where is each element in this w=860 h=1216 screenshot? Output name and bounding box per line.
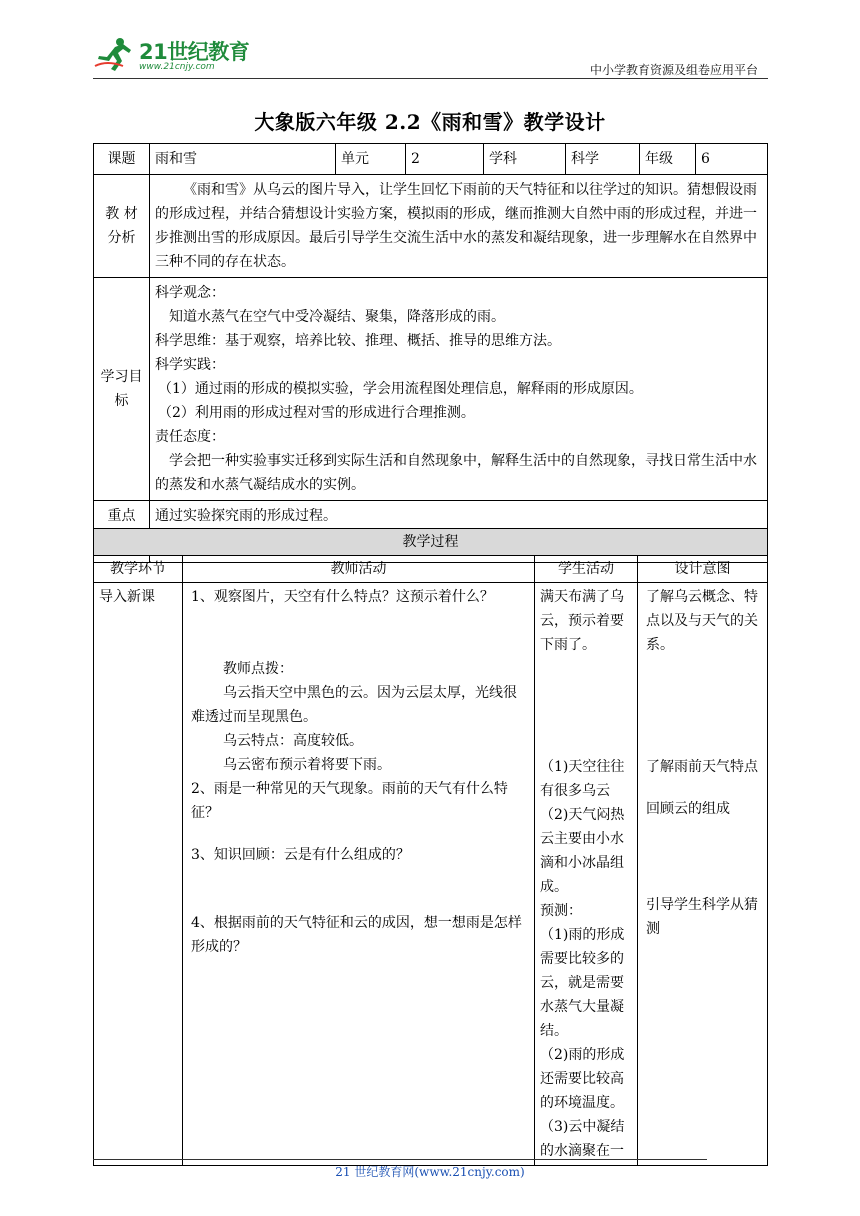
page-header bbox=[93, 34, 768, 80]
running-figure-logo-icon bbox=[93, 36, 135, 72]
header-divider bbox=[93, 78, 768, 79]
lesson-info-table bbox=[93, 143, 768, 563]
intent-text: 了解乌云概念、特点以及与天气的关系。 bbox=[646, 589, 758, 653]
analysis-text: 《雨和雪》从乌云的图片导入，让学生回忆下雨前的天气特征和以往学过的知识。猜想假设雨的形成过程，并结合猜想设计实验方案，模拟雨的形成，继而推测大自然中雨的形成过程，并进一步推测出雪的形成原因。最后引导学生交流生活中水的蒸发和凝结现象，进一步理解水在自然界中三种不同的存在状态。 bbox=[150, 175, 768, 278]
document-title: 大象版六年级 2.2《雨和雪》教学设计 bbox=[254, 110, 606, 134]
subject-value: 科学 bbox=[566, 144, 640, 175]
unit-label: 单元 bbox=[336, 144, 406, 175]
footer-link[interactable]: 21 世纪教育网(www.21cnjy.com) bbox=[335, 1165, 525, 1179]
teacher-question: 1、观察图片，天空有什么特点？这预示着什么？ bbox=[191, 589, 494, 605]
spacer bbox=[646, 779, 759, 797]
course-label: 课题 bbox=[94, 144, 150, 175]
key-point-row bbox=[94, 501, 768, 532]
spacer bbox=[191, 867, 526, 911]
objective-line: 知道水蒸气在空气中受冷凝结、聚集，降落形成的雨。 bbox=[169, 309, 505, 325]
logo bbox=[93, 34, 263, 76]
teacher-tip-title: 教师点拨： bbox=[223, 661, 293, 677]
teacher-tip: 乌云特点：高度较低。 bbox=[223, 733, 363, 749]
footer-divider bbox=[93, 1159, 707, 1160]
spacer bbox=[191, 825, 526, 843]
process-row-intro bbox=[94, 583, 768, 1166]
student-activity bbox=[535, 583, 638, 1166]
analysis-row bbox=[94, 175, 768, 278]
objectives-content bbox=[150, 278, 768, 501]
intent-text: 引导学生科学从猜测 bbox=[646, 897, 758, 937]
spacer bbox=[646, 657, 759, 755]
info-row bbox=[94, 144, 768, 175]
spacer bbox=[646, 821, 759, 893]
header-student: 学生活动 bbox=[535, 556, 638, 583]
student-answer: 预测： bbox=[540, 903, 582, 919]
teacher-question: 3、知识回顾：云是有什么组成的？ bbox=[191, 847, 410, 863]
teacher-activity bbox=[183, 583, 535, 1166]
unit-value: 2 bbox=[406, 144, 484, 175]
intent-text: 了解雨前天气特点 bbox=[646, 759, 758, 775]
intent-text: 回顾云的组成 bbox=[646, 801, 730, 817]
objectives-label: 学习目标 bbox=[94, 278, 150, 501]
spacer bbox=[540, 657, 632, 755]
analysis-label: 教 材分析 bbox=[94, 175, 150, 278]
header-intent: 设计意图 bbox=[638, 556, 768, 583]
spacer bbox=[191, 609, 526, 657]
header-stage: 教学环节 bbox=[94, 556, 183, 583]
platform-name: 中小学教育资源及组卷应用平台 bbox=[589, 63, 758, 77]
student-answer: 云主要由小水滴和小冰晶组成。 bbox=[540, 831, 624, 895]
logo-url: www.21cnjy.com bbox=[139, 62, 215, 72]
teacher-question: 2、雨是一种常见的天气现象。雨前的天气有什么特征？ bbox=[191, 781, 508, 821]
objective-line: （1）通过雨的形成的模拟实验，学会用流程图处理信息，解释雨的形成原因。 bbox=[158, 381, 643, 397]
student-answer: （2)天气闷热 bbox=[540, 807, 625, 823]
grade-label: 年级 bbox=[640, 144, 696, 175]
teacher-question: 4、根据雨前的天气特征和云的成因，想一想雨是怎样形成的？ bbox=[191, 915, 522, 955]
subject-label: 学科 bbox=[484, 144, 566, 175]
process-header-row bbox=[94, 556, 768, 583]
student-answer: 满天布满了乌云，预示着要下雨了。 bbox=[540, 589, 624, 653]
design-intent bbox=[638, 583, 768, 1166]
objective-line: 科学思维：基于观察，培养比较、推理、概括、推导的思维方法。 bbox=[155, 333, 561, 349]
grade-value: 6 bbox=[696, 144, 768, 175]
course-value: 雨和雪 bbox=[150, 144, 336, 175]
key-point-text: 通过实验探究雨的形成过程。 bbox=[150, 501, 768, 532]
objective-line: （2）利用雨的形成过程对雪的形成进行合理推测。 bbox=[158, 405, 475, 421]
objective-line: 学会把一种实验事实迁移到实际生活和自然现象中，解释生活中的自然现象，寻找日常生活中水的蒸发和水蒸气凝结成水的实例。 bbox=[155, 453, 757, 493]
teacher-tip: 乌云指天空中黑色的云。因为云层太厚，光线很难透过而呈现黑色。 bbox=[191, 685, 517, 725]
header-teacher: 教师活动 bbox=[183, 556, 535, 583]
student-answer: （1)天空往往有很多乌云 bbox=[540, 759, 625, 799]
logo-text: 21世纪教育 bbox=[139, 40, 250, 64]
stage-cell: 导入新课 bbox=[94, 583, 183, 1166]
key-point-label: 重点 bbox=[94, 501, 150, 532]
objectives-row bbox=[94, 278, 768, 501]
teaching-process-table bbox=[93, 528, 768, 1166]
student-answer: （3)云中凝结的水滴聚在一 bbox=[540, 1119, 625, 1159]
student-answer: （1)雨的形成需要比较多的云，就是需要水蒸气大量凝结。 bbox=[540, 927, 625, 1039]
process-title-row bbox=[94, 529, 768, 556]
objective-line: 科学观念： bbox=[155, 285, 225, 301]
objective-line: 科学实践： bbox=[155, 357, 225, 373]
teacher-tip: 乌云密布预示着将要下雨。 bbox=[223, 757, 391, 773]
process-title: 教学过程 bbox=[94, 529, 768, 556]
student-answer: （2)雨的形成还需要比较高的环境温度。 bbox=[540, 1047, 625, 1111]
objective-line: 责任态度： bbox=[155, 429, 225, 445]
